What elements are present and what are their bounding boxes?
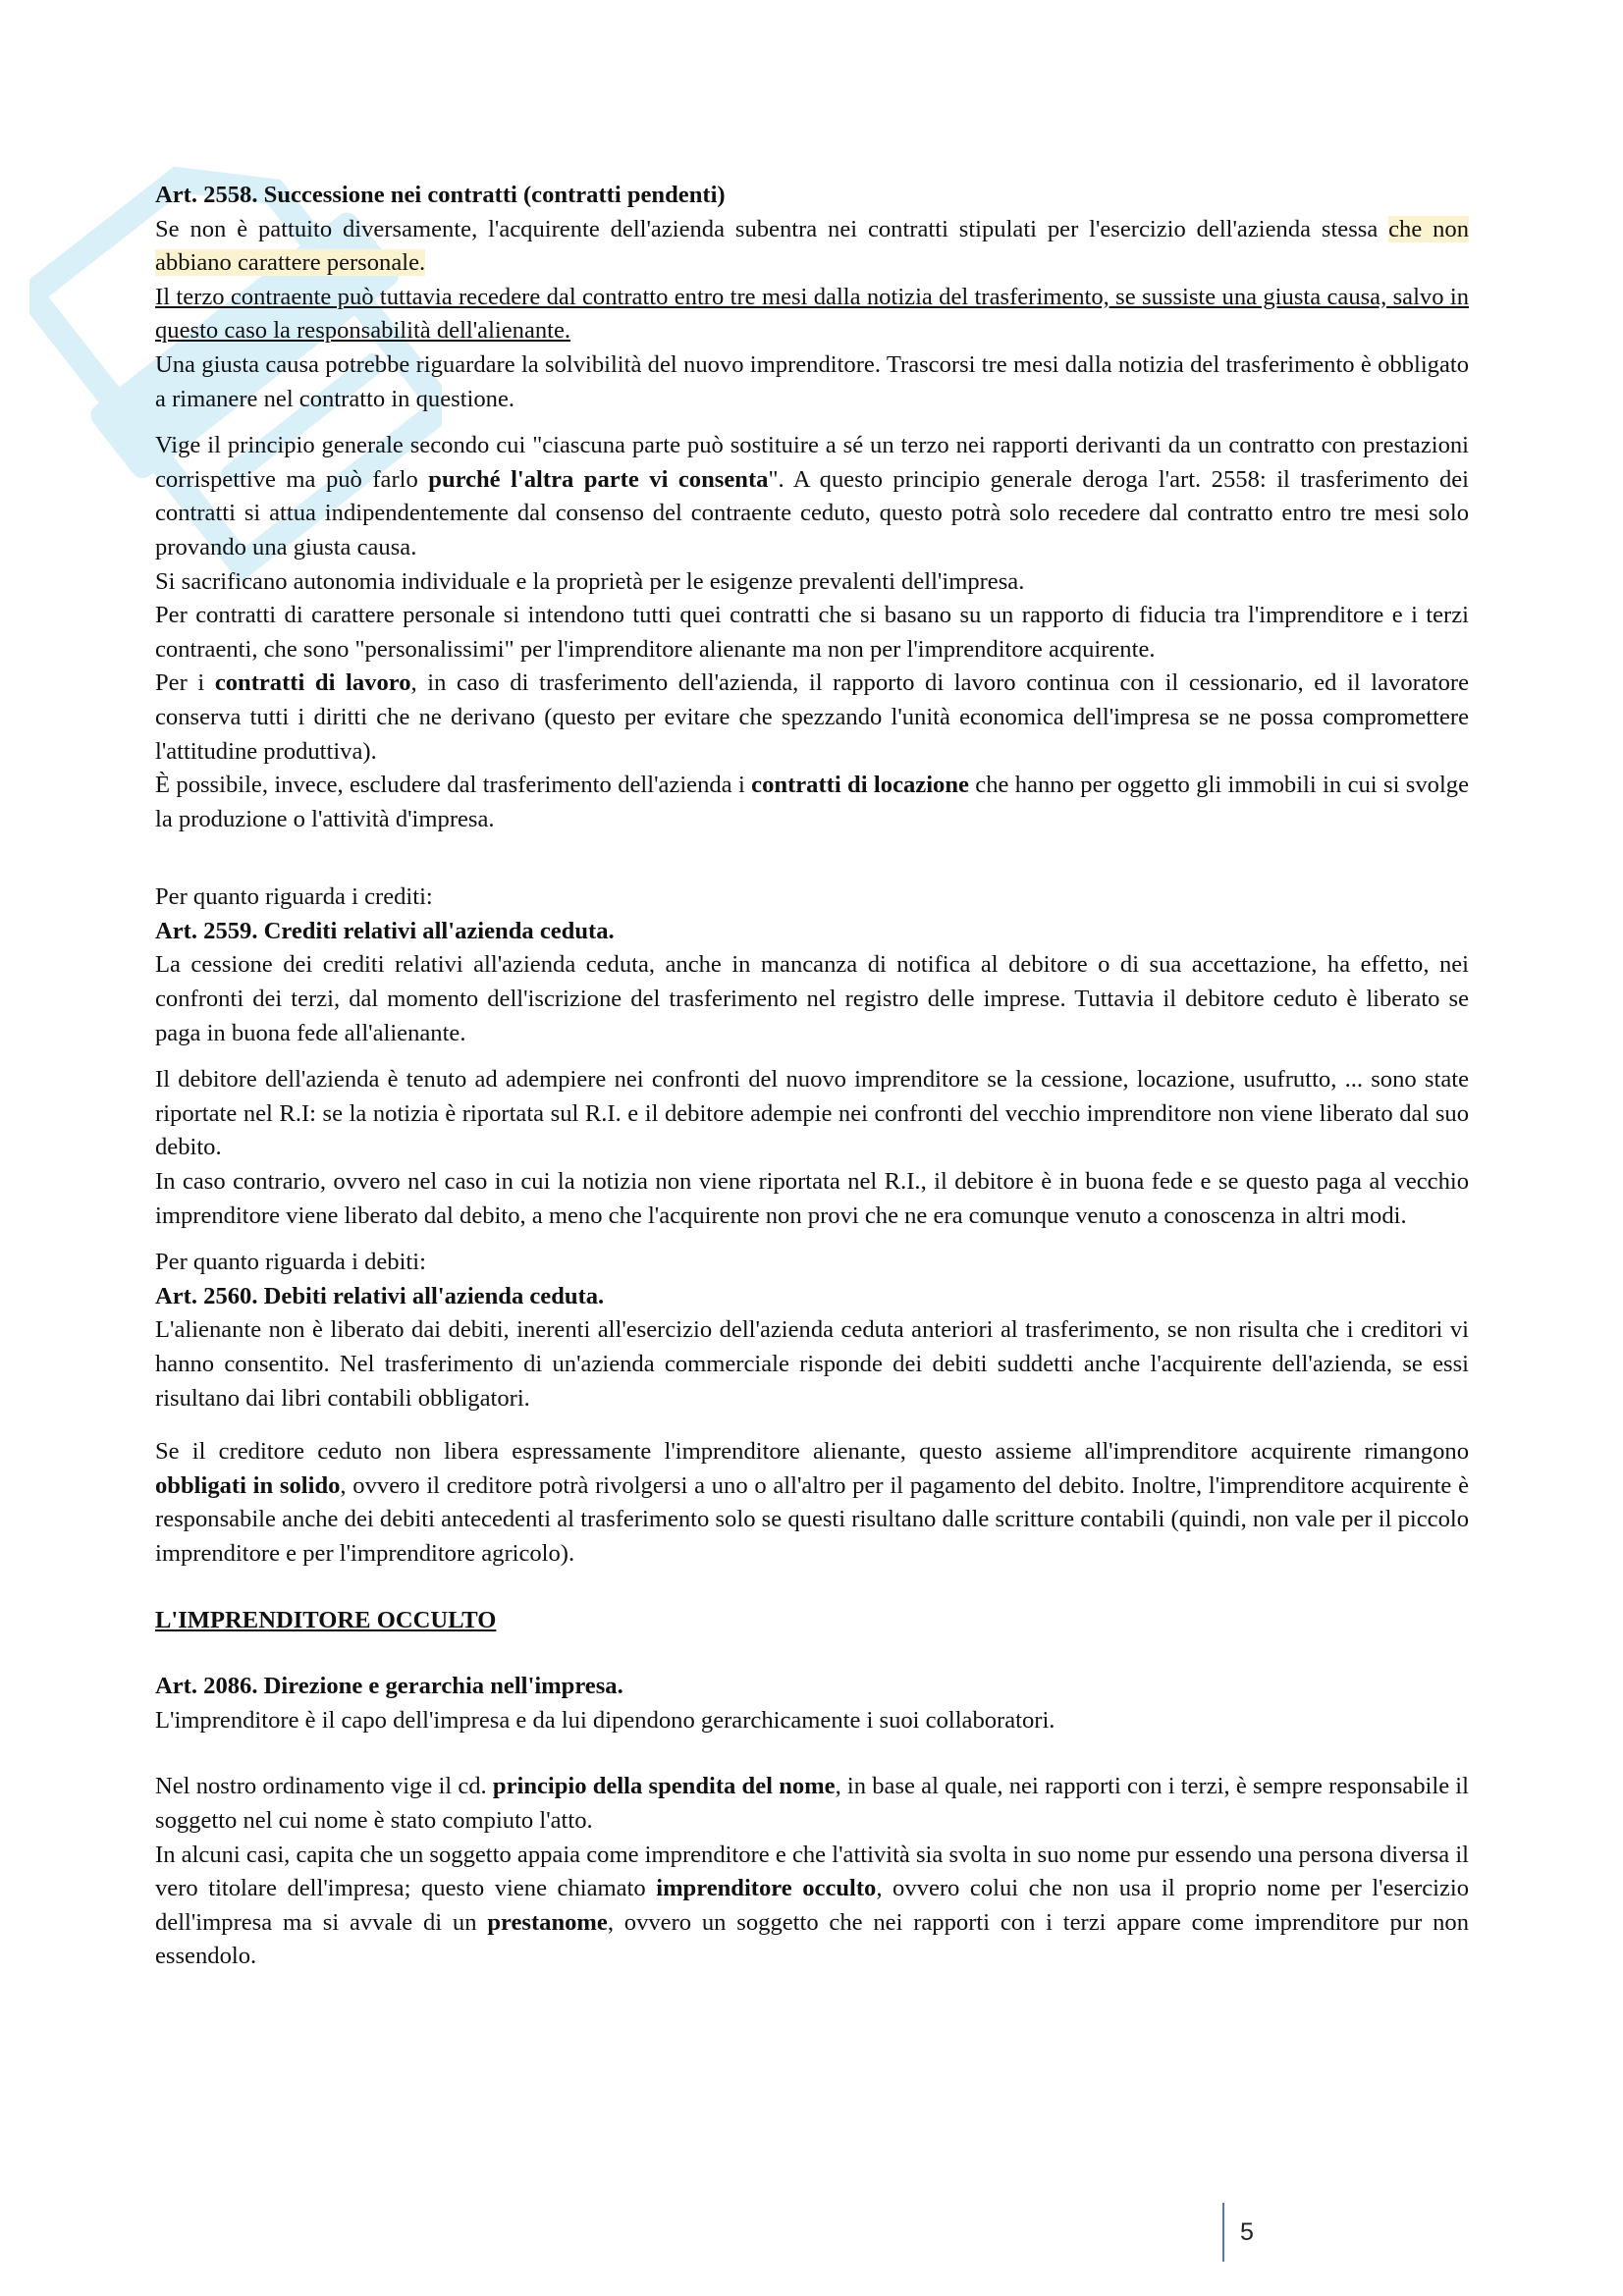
art-2558-heading: Art. 2558. Successione nei contratti (contratti pendenti) xyxy=(155,182,726,208)
art-2558-paragraph-1: Se non è pattuito diversamente, l'acquirente dell'azienda subentra nei contratti stipulati per l'esercizio dell'azienda stessa che non abbiano carattere personale. xyxy=(155,215,1470,277)
sacrifice-paragraph: Si sacrificano autonomia individuale e la proprietà per le esigenze prevalenti dell'impresa. xyxy=(155,567,1025,595)
personal-contracts-paragraph: Per contratti di carattere personale si intendono tutti quei contratti che si basano su un rapporto di fiducia tra l'imprenditore e i terzi contraenti, che sono "personalissimi" per l'imprenditore alienante ma non per l'imprenditore acquirente. xyxy=(155,602,1469,663)
art-2558-paragraph-3: Una giusta causa potrebbe riguardare la solvibilità del nuovo imprenditore. Trascorsi tre mesi dalla notizia del trasferimento è obbligato a rimanere nel contratto in questione. xyxy=(155,350,1469,412)
spendita-paragraph: Nel nostro ordinamento vige il cd. principio della spendita del nome, in base al quale, nei rapporti con i terzi, è sempre responsabile il soggetto nel cui nome è stato compiuto l'atto. xyxy=(155,1773,1469,1834)
art-2559-paragraph-1: La cessione dei crediti relativi all'azienda ceduta, anche in mancanza di notifica al debitore o di sua accettazione, ha effetto, nei confronti dei terzi, dal momento dell'iscrizione del trasferimento nel registro delle imprese. Tuttavia il debitore ceduto è liberato se paga in buona fede all'alienante. xyxy=(155,951,1469,1046)
lease-contracts-paragraph: È possibile, invece, escludere dal trasferimento dell'azienda i contratti di locazione che hanno per oggetto gli immobili in cui si svolge la produzione o l'attività d'impresa. xyxy=(155,772,1469,832)
principle-paragraph: Vige il principio generale secondo cui "ciascuna parte può sostituire a sé un terzo nei rapporti derivanti da un contratto con prestazioni corrispettive ma può farlo purché l'altra parte vi consenta". A questo principio generale deroga l'art. 2558: il trasferimento dei contratti si attua indipendentemente dal consenso del contraente ceduto, questo potrà solo recedere dal contratto entro tre mesi solo provando una giusta causa. xyxy=(155,432,1469,561)
credits-intro: Per quanto riguarda i crediti: xyxy=(155,883,433,911)
debts-paragraph-2: Se il creditore ceduto non libera espressamente l'imprenditore alienante, questo assieme all'imprenditore acquirente rimangono obbligati in solido, ovvero il creditore potrà rivolgersi a uno o all'altro per il pagamento del debito. Inoltre, l'imprenditore acquirente è responsabile anche dei debiti antecedenti al trasferimento solo se questi risultano dalle scritture contabili (quindi, non vale per il piccolo imprenditore e per l'imprenditore agricolo). xyxy=(155,1438,1469,1567)
document-body xyxy=(155,179,1469,1974)
art-2560-heading: Art. 2560. Debiti relativi all'azienda ceduta. xyxy=(155,1282,605,1309)
art-2560-paragraph-1: L'alienante non è liberato dai debiti, inerenti all'esercizio dell'azienda ceduta anteriori al trasferimento, se non risulta che i creditori vi hanno consentito. Nel trasferimento di un'azienda commerciale risponde dei debiti suddetti anche l'acquirente dell'azienda, se essi risultano dai libri contabili obbligatori. xyxy=(155,1316,1469,1412)
page-footer xyxy=(1222,2203,1254,2262)
work-contracts-paragraph: Per i contratti di lavoro, in caso di trasferimento dell'azienda, il rapporto di lavoro continua con il cessionario, ed il lavoratore conserva tutti i diritti che ne derivano (questo per evitare che spezzando l'unità economica dell'impresa se ne possa compromettere l'attitudine produttiva). xyxy=(155,669,1469,765)
art-2086-paragraph-1: L'imprenditore è il capo dell'impresa e da lui dipendono gerarchicamente i suoi collaboratori. xyxy=(155,1706,1055,1734)
page-number: 5 xyxy=(1240,2218,1254,2246)
highlighted-text: che non abbiano carattere personale. xyxy=(155,215,1470,277)
occulto-paragraph: In alcuni casi, capita che un soggetto appaia come imprenditore e che l'attività sia svolta in suo nome pur essendo una persona diversa il vero titolare dell'impresa; questo viene chiamato imprenditore occulto, ovvero colui che non usa il proprio nome per l'esercizio dell'impresa ma si avvale di un prestanome, ovvero un soggetto che nei rapporti con i terzi appare come imprenditore pur non essendolo. xyxy=(155,1841,1469,1970)
art-2558-paragraph-2: Il terzo contraente può tuttavia recedere dal contratto entro tre mesi dalla notizia del trasferimento, se sussiste una giusta causa, salvo in questo caso la responsabilità dell'alienante. xyxy=(155,283,1469,345)
debts-intro: Per quanto riguarda i debiti: xyxy=(155,1249,426,1276)
credits-paragraph-3: In caso contrario, ovvero nel caso in cui la notizia non viene riportata nel R.I., il debitore è in buona fede e se questo paga al vecchio imprenditore viene liberato dal debito, a meno che l'acquirente non provi che ne era comunque venuto a conoscenza in altri modi. xyxy=(155,1168,1469,1229)
section-title: L'IMPRENDITORE OCCULTO xyxy=(155,1606,497,1633)
credits-paragraph-2: Il debitore dell'azienda è tenuto ad adempiere nei confronti del nuovo imprenditore se la cessione, locazione, usufrutto, ... sono state riportate nel R.I: se la notizia è riportata sul R.I. e il debitore adempie nei confronti del vecchio imprenditore non viene liberato dal suo debito. xyxy=(155,1066,1469,1161)
art-2086-heading: Art. 2086. Direzione e gerarchia nell'impresa. xyxy=(155,1673,623,1700)
art-2559-heading: Art. 2559. Crediti relativi all'azienda ceduta. xyxy=(155,917,615,944)
